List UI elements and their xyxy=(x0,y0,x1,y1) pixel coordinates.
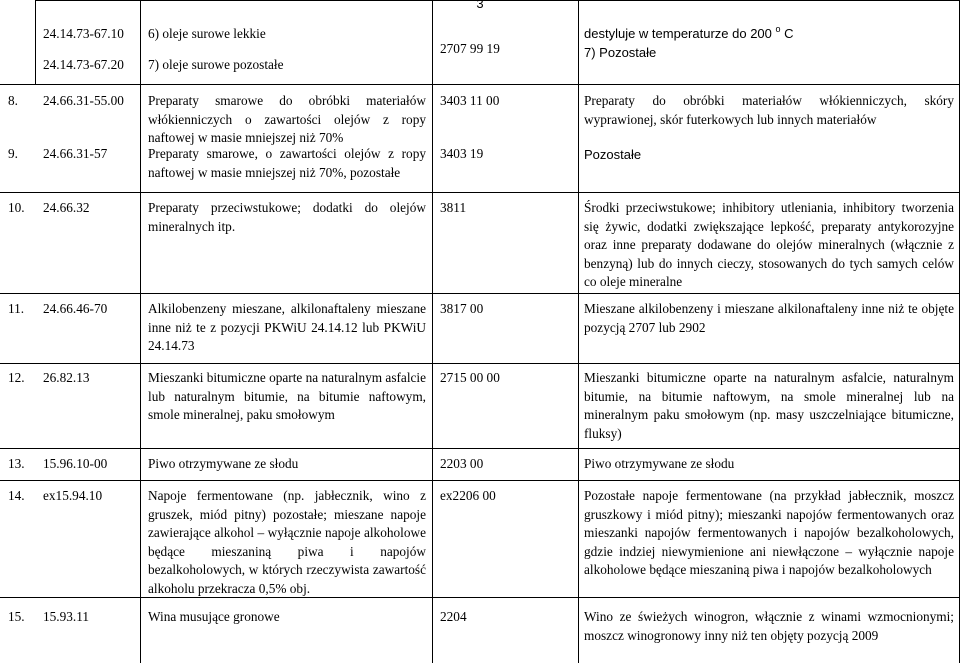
column-divider xyxy=(578,0,579,663)
cn-description: Piwo otrzymywane ze słodu xyxy=(584,456,735,471)
cn-code: 3817 00 xyxy=(440,301,484,316)
cn-code: 2707 99 19 xyxy=(440,41,500,56)
product-description: Alkilobenzeny mieszane, alkilonaftaleny mieszane inne niż te z pozycji PKWiU 24.14.12 lub PKWiU 24.14.73 xyxy=(148,301,426,354)
row-divider xyxy=(0,597,960,598)
product-description: Preparaty przeciwstukowe; dodatki do olejów mineralnych itp. xyxy=(148,200,426,234)
cn-description: Pozostałe xyxy=(584,147,642,162)
cn-description: Mieszane alkilobenzeny i mieszane alkilonaftaleny inne niż te objęte pozycją 2707 lub 2902 xyxy=(584,301,954,335)
cn-code: 3403 11 00 xyxy=(440,93,500,108)
column-divider xyxy=(432,0,433,663)
cn-description: Wino ze świeżych winogron, włącznie z winami wzmocnionymi; moszcz winogronowy inny niż ten objęty pozycją 2009 xyxy=(584,609,954,643)
pkwiu-code: 24.66.46-70 xyxy=(43,301,108,316)
row-number: 15. xyxy=(8,609,25,624)
row-divider xyxy=(0,363,960,364)
cn-description: Mieszanki bitumiczne oparte na naturalnym asfalcie, naturalnym bitumie, na bitumie naftowym, na smole mineralnej lub na mineralnym paku smołowym (np. masy uszczelniające bitumiczne, fluksy) xyxy=(584,370,954,441)
pkwiu-code: 15.93.11 xyxy=(43,609,90,624)
product-description: Napoje fermentowane (np. jabłecznik, wino z gruszek, miód pitny) pozostałe; mieszane napoje zawierające alkohol – wyłącznie napoje alkoholowe będące mieszaniną piwa i napojów bezalkoholowych, w których rzeczywista zawartość alkoholu przekracza 0,5% obj. xyxy=(148,488,426,596)
row-divider xyxy=(0,293,960,294)
row-number: 10. xyxy=(8,200,25,215)
cn-code: 3811 xyxy=(440,200,467,215)
pkwiu-code: 24.66.31-57 xyxy=(43,146,108,161)
row-divider xyxy=(0,448,960,449)
row-number: 9. xyxy=(8,146,18,161)
row-number: 12. xyxy=(8,370,25,385)
row-number: 8. xyxy=(8,93,18,108)
cn-code: 2204 xyxy=(440,609,467,624)
pkwiu-code: 15.96.10-00 xyxy=(43,456,108,471)
pkwiu-code: 24.14.73-67.10 24.14.73-67.20 xyxy=(43,26,124,72)
row-divider xyxy=(0,84,960,85)
cn-description: Preparaty do obróbki materiałów włókienniczych, skóry wyprawionej, skór futerkowych lub innych materiałów xyxy=(584,93,954,127)
row-divider xyxy=(0,480,960,481)
cn-code: 3403 19 xyxy=(440,146,484,161)
page-number: 3 xyxy=(476,0,484,11)
cn-code: ex2206 00 xyxy=(440,488,496,503)
product-description: Wina musujące gronowe xyxy=(148,609,280,624)
cn-description: destyluje w temperaturze do 200 $^o$ C 7) Pozostałe xyxy=(584,23,794,60)
cn-description: Środki przeciwstukowe; inhibitory utleniania, inhibitory tworzenia się żywic, dodatki zwiększające lepkość, preparaty antykorozyjne oraz inne preparaty dodawane do olejów mineralnych (włącznie z benzyną) lub do innych cieczy, stosowanych do tych samych celów co oleje mineralne xyxy=(584,200,954,290)
pkwiu-code: 24.66.31-55.00 xyxy=(43,93,124,108)
row-number: 13. xyxy=(8,456,25,471)
column-divider xyxy=(35,0,36,84)
row-divider xyxy=(0,192,960,193)
cn-code: 2203 00 xyxy=(440,456,484,471)
pkwiu-code: 24.66.32 xyxy=(43,200,90,215)
table-border-top xyxy=(35,0,960,1)
row-number: 11. xyxy=(8,301,25,316)
product-description: Preparaty smarowe, o zawartości olejów z ropy naftowej w masie mniejszej niż 70%, pozostałe xyxy=(148,146,426,180)
product-description: 6) oleje surowe lekkie 7) oleje surowe pozostałe xyxy=(148,26,284,72)
column-divider xyxy=(140,0,141,663)
pkwiu-code: ex15.94.10 xyxy=(43,488,103,503)
product-description: Preparaty smarowe do obróbki materiałów włókienniczych o zawartości olejów z ropy naftowej w masie mniejszej niż 70% xyxy=(148,93,426,146)
product-description: Mieszanki bitumiczne oparte na naturalnym asfalcie lub naturalnym bitumie, na bitumie naftowym, smole mineralnej, paku smołowym xyxy=(148,370,427,423)
cn-code: 2715 00 00 xyxy=(440,370,500,385)
product-description: Piwo otrzymywane ze słodu xyxy=(148,456,299,471)
row-number: 14. xyxy=(8,488,25,503)
pkwiu-code: 26.82.13 xyxy=(43,370,90,385)
cn-description: Pozostałe napoje fermentowane (na przykład jabłecznik, moszcz gruszkowy i miód pitny); mieszanki napojów fermentowanych oraz mieszanki napojów fermentowanych i napojów bezalkoholowych, gdzie indziej niewymienione ani niewłączone – wyłącznie napoje alkoholowe będące mieszaniną piwa i napojów bezalkoholowych xyxy=(584,488,954,578)
